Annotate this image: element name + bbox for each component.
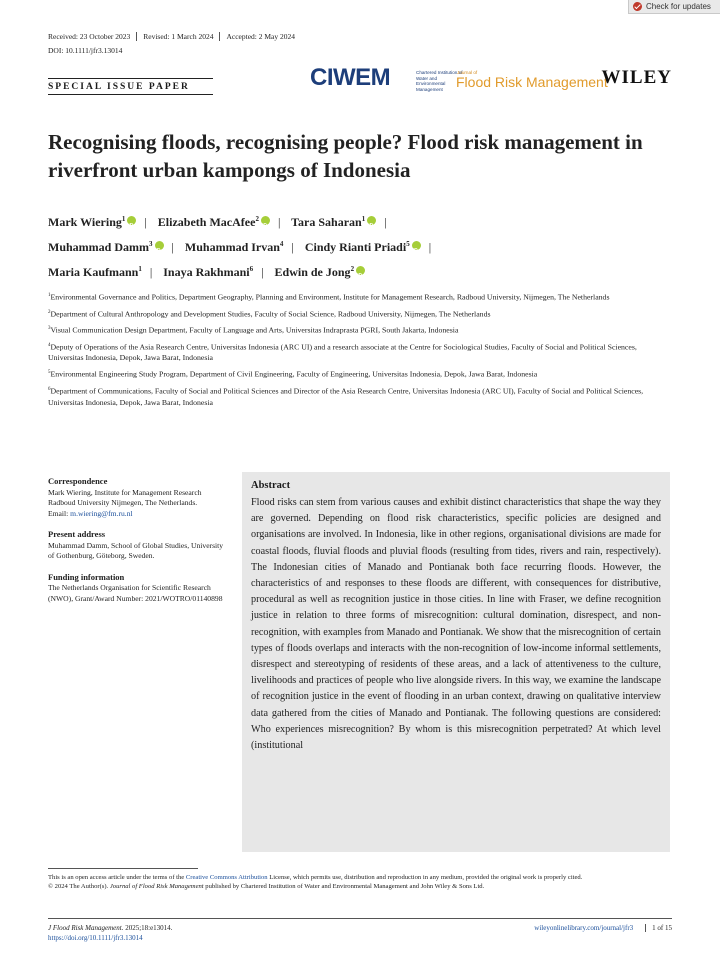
orcid-icon[interactable] (127, 216, 136, 225)
correspondence-heading: Correspondence (48, 476, 108, 486)
page-footer (48, 923, 672, 943)
affiliation: $^3$Visual Communication Design Department, Faculty of Language and Arts, Universitas Indraprasta PGRI, South Jakarta, Indonesia (48, 325, 459, 335)
check-for-updates-button[interactable] (628, 0, 720, 14)
orcid-icon[interactable] (261, 216, 270, 225)
author[interactable]: Cindy Rianti Priadi$^5$iD (305, 240, 421, 254)
affiliation: $^5$Environmental Engineering Study Program, Department of Civil Engineering, Faculty of Engineering, Universitas Indonesia, Depok, Jawa Barat, Indonesia (48, 369, 538, 379)
author[interactable]: Elizabeth MacAfee$^2$iD (158, 215, 270, 229)
correspondence-block (48, 476, 228, 519)
revised-date: Revised: 1 March 2024 (143, 32, 220, 41)
author-separator: | (149, 265, 153, 279)
abstract-text: Flood risks can stem from various causes and exhibit distinct characteristics that shape the way they are governed. Depending on flood risk characteristics, specific policies are designed and organisations are involved. In Indonesia, like in other regions, organisational divisions are made for coastal floods, fluvial floods and pluvial floods (resulting from tides, rivers and rain, respectively). The Indonesian cities of Manado and Pontianak both face recurring floods. However, the characteristics of and responses to these floods are different, with consequences for distributive, procedural as well as recognition justice in those cities. In line with Fraser, we define recognition justice in relation to three forms of misrecognition: cultural domination, disrespect, and non-recognition, with examples from Manado and Pontianak. We show that the misrecognition of certain types of floods overlaps and interacts with the non-recognition of low-income informal settlements, disrespect and stereotyping of residents of these areas, and a lack of attentiveness to the culture, livelihoods and practices of people who live alongside rivers. In this way, we examine the landscape of recognition justice in the event of flooding in an urban context, drawing on qualitative interview data gathered from the cities of Manado and Pontianak. The following questions are considered: Who experiences misrecognition? By whom is this misrecognition perpetrated? At which level (institutional (251, 497, 661, 752)
license-link[interactable]: Creative Commons Attribution (185, 874, 268, 881)
author-separator: | (171, 240, 174, 254)
author-separator: | (384, 215, 387, 229)
affiliation: $^1$Environmental Governance and Politics, Department Geography, Planning and Environment, Institute for Management Research, Radboud University, Nijmegen, The Netherlands (48, 292, 610, 302)
journal-site-link[interactable]: wileyonlinelibrary.com/journal/jfr3 (534, 924, 634, 932)
email-label: Email: (48, 508, 69, 518)
orcid-icon[interactable] (412, 241, 421, 250)
ciwem-subtitle: Chartered Institution of Water and Environmental Management (416, 70, 463, 92)
footnote-rule (48, 868, 198, 869)
copyright-note: © 2024 The Author(s). Journal of Flood Risk Management published by Chartered Institution of Water and Environmental Management and John Wiley & Sons Ltd. (48, 883, 485, 891)
affiliations (48, 290, 668, 412)
accepted-date: Accepted: 2 May 2024 (226, 32, 295, 41)
orcid-icon[interactable] (367, 216, 376, 225)
footer-rule (48, 918, 672, 919)
author[interactable]: Edwin de Jong$^2$iD (275, 265, 366, 279)
doi-top: DOI: 10.1111/jfr3.13014 (48, 46, 123, 55)
affiliation: $^4$Deputy of Operations of the Asia Research Centre, Universitas Indonesia (ARC UI) and a research associate at the Centre for Sociological Studies, Faculty of Social and Political Sciences, Universitas Indonesia, Depok, Jawa Barat, Indonesia (48, 342, 637, 363)
author[interactable]: Muhammad Irvan$^4$ (184, 240, 284, 254)
journal-prefix: Journal of (457, 70, 478, 75)
author-separator: | (277, 215, 281, 229)
author-separator: | (428, 240, 432, 254)
journal-banner (48, 60, 672, 96)
author-list (48, 208, 678, 283)
paper-title: Recognising floods, recognising people? Flood risk management in riverfront urban kampongs of Indonesia (48, 130, 643, 182)
funding-text: The Netherlands Organisation for Scientific Research (NWO), Grant/Award Number: 2021/WOTRO/01140898 (48, 583, 223, 603)
present-address-text: Muhammad Damm, School of Global Studies, University of Gothenburg, Göteborg, Sweden. (48, 540, 224, 560)
author[interactable]: Mark Wiering$^1$iD (48, 215, 136, 229)
wiley-logo: WILEY (601, 67, 672, 88)
author-separator: | (261, 265, 264, 279)
page-number: 1 of 15 (645, 924, 672, 932)
author[interactable]: Muhammad Damm$^3$iD (48, 240, 164, 254)
rule-divider (48, 94, 213, 95)
author[interactable]: Tara Saharan$^1$iD (291, 215, 376, 229)
author[interactable]: Inaya Rakhmani$^6$ (163, 265, 254, 279)
rule-divider (48, 78, 213, 79)
license-note: This is an open access article under the terms of the Creative Commons Attribution License, which permits use, distribution and reproduction in any medium, provided the original work is properly cited. (48, 874, 583, 881)
present-address-block (48, 529, 228, 562)
check-updates-icon (633, 2, 642, 11)
special-issue-label: SPECIAL ISSUE PAPER (48, 82, 190, 92)
abstract-box (242, 472, 670, 852)
citation: J Flood Risk Management. 2025;18:e13014. (48, 924, 173, 932)
author[interactable]: Maria Kaufmann$^1$ (48, 265, 142, 279)
orcid-icon[interactable] (155, 241, 164, 250)
sidebar-info (48, 476, 228, 614)
correspondence-text: Mark Wiering, Institute for Management Research Radboud University Nijmegen, The Netherlands. (48, 487, 202, 507)
email-link[interactable]: m.wiering@fm.ru.nl (70, 508, 133, 518)
ciwem-logo: CIWEM (310, 64, 391, 91)
present-address-heading: Present address (48, 529, 106, 539)
abstract-heading: Abstract (251, 480, 291, 491)
check-for-updates-label: Check for updates (646, 2, 711, 11)
journal-name: Flood Risk Management (456, 74, 608, 90)
article-dates (48, 32, 307, 41)
author-separator: | (144, 215, 147, 229)
author-separator: | (291, 240, 294, 254)
footer-right (534, 923, 672, 933)
funding-heading: Funding information (48, 571, 125, 582)
doi-link[interactable]: https://doi.org/10.1111/jfr3.13014 (48, 934, 143, 942)
orcid-icon[interactable] (356, 266, 365, 275)
funding-block (48, 572, 228, 605)
affiliation: $^6$Department of Communications, Faculty of Social and Political Sciences and Director of the Asia Research Centre, Universitas Indonesia (ARC UI), Faculty of Social and Political Sciences, Universitas Indonesia, Depok, Jawa Barat, Indonesia (48, 386, 644, 407)
footnotes (48, 873, 672, 891)
received-date: Received: 23 October 2023 (48, 32, 137, 41)
affiliation: $^2$Department of Cultural Anthropology and Development Studies, Faculty of Social Science, Radboud University, Nijmegen, The Netherlands (48, 309, 491, 319)
